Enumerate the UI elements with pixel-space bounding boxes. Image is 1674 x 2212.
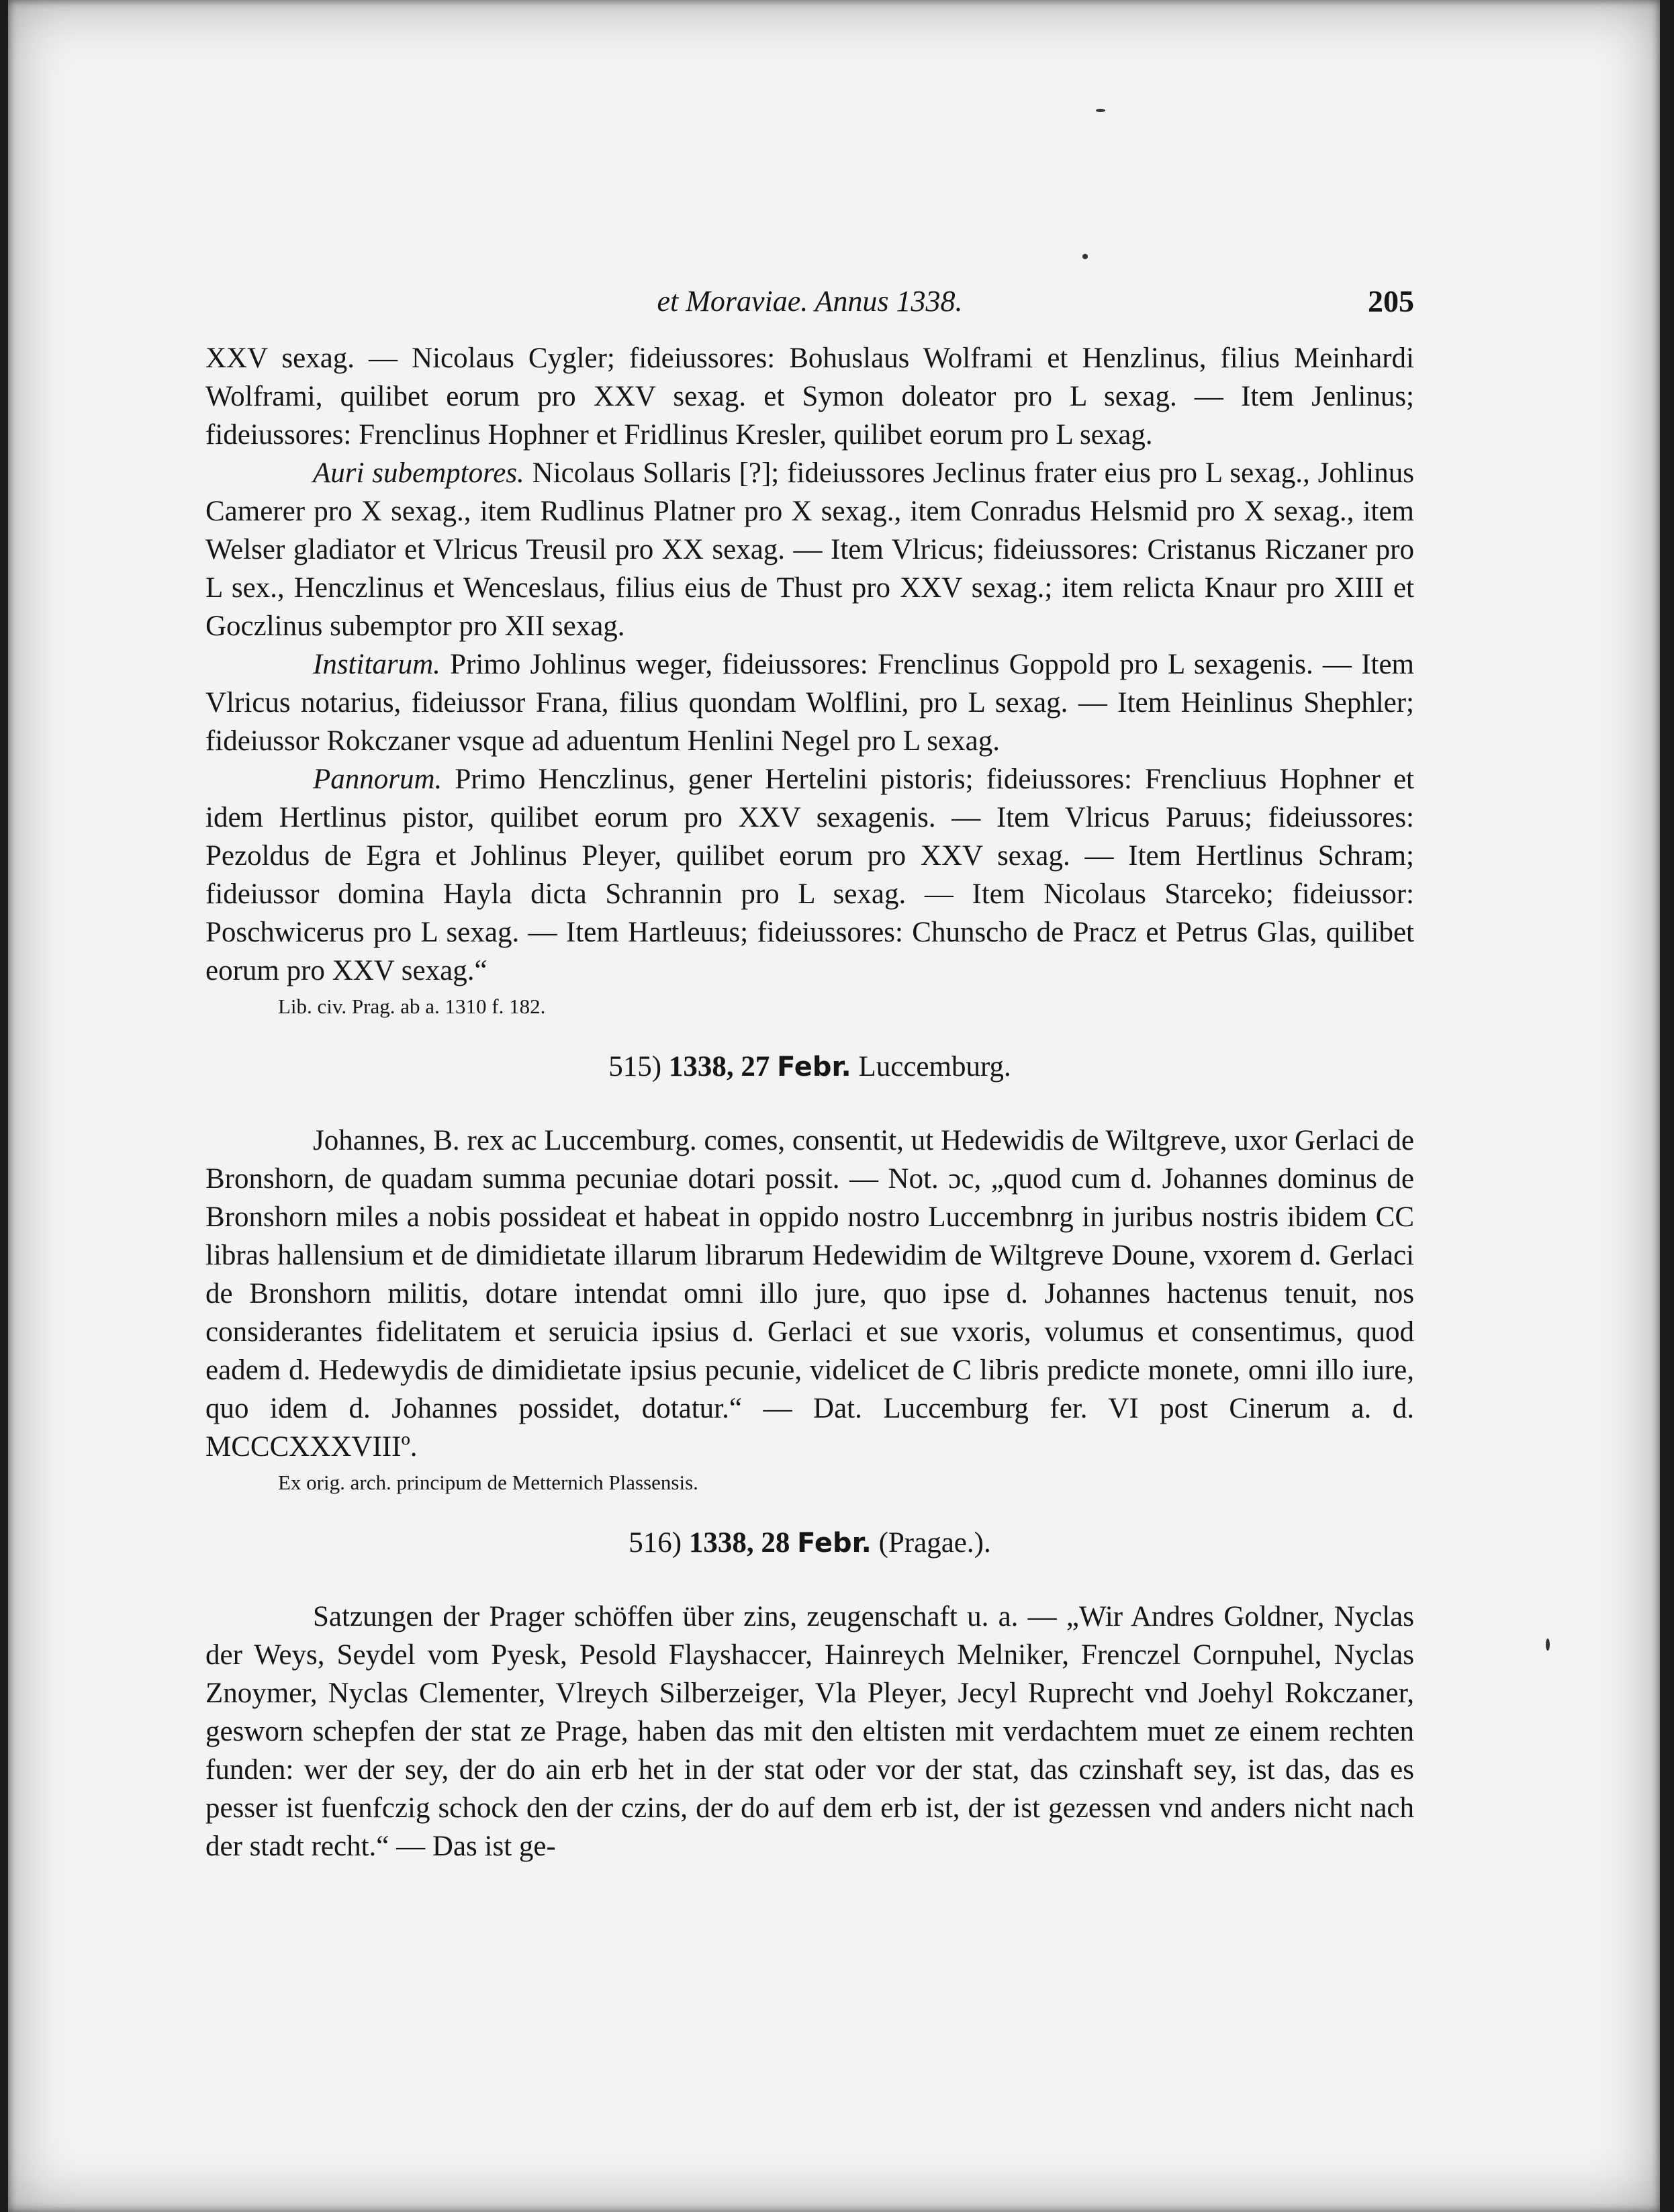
print-speck: [1082, 254, 1088, 259]
document-date: 1338, 28: [688, 1527, 790, 1559]
paragraph: [205, 454, 1414, 645]
document-place: Luccemburg.: [858, 1051, 1011, 1082]
document-text-516: Satzungen der Prager schöffen über zins, zeugenschaft u. a. — „Wir Andres Goldner, Nyclas der Weys, Seydel vom Pyesk, Pesold Flayshaccer, Hainreych Melniker, Frenczel Cornpuhel, Nyclas Znoymer, Nyclas Clementer, Vlreych Silberzeiger, Vla Pleyer, Jecyl Ruprecht vnd Joehyl Rokczaner, gesworn schepfen der stat ze Prage, haben das mit den eltisten mit verdachtem muet ze einem rechten funden: wer der sey, der do ain erb het in der stat oder vor der stat, das czinshaft sey, ist das, das es pesser ist fuenfczig schock den der czins, der do auf dem erb ist, der ist gezessen vnd anders nicht nach der stadt recht.“ — Das ist ge-: [205, 1601, 1414, 1862]
document-month: Febr.: [777, 1052, 851, 1082]
source-note: Ex orig. arch. principum de Metternich Plassensis.: [278, 1471, 698, 1494]
document-place: (Pragae.).: [878, 1527, 991, 1559]
source-note: Lib. civ. Prag. ab a. 1310 f. 182.: [278, 995, 546, 1018]
document-number: 516): [629, 1527, 682, 1559]
paragraph: [205, 760, 1414, 990]
running-head: [205, 282, 1414, 339]
paragraph-text: Nicolaus Sollaris [?]; fideiussores Jeclinus frater eius pro L sexag., Johlinus Camerer pro X sexag., item Rudlinus Platner pro X sexag., item Conradus Helsmid pro X sexag., item Welser gladiator et Vlricus Treusil pro XX sexag. — Item Vlricus; fideiussores: Cristanus Riczaner pro L sex., Henczlinus et Wenceslaus, filius eius de Thust pro XXV sexag.; item relicta Knaur pro XIII et Goczlinus subemptor pro XII sexag.: [205, 457, 1414, 642]
running-title: et Moraviae. Annus 1338.: [657, 285, 963, 318]
paragraph: XXV sexag. — Nicolaus Cygler; fideiussores: Bohuslaus Wolframi et Henzlinus, filius Meinhardi Wolframi, quilibet eorum pro XXV sexag. et Symon doleator pro L sexag. — Item Jenlinus; fideiussores: Frenclinus Hophner et Fridlinus Kresler, quilibet eorum pro L sexag.: [205, 342, 1414, 451]
document-number: 515): [608, 1051, 662, 1082]
paragraph: [205, 645, 1414, 760]
scanned-page: [8, 0, 1660, 2212]
print-speck: [1546, 1639, 1550, 1651]
paragraph-text: Primo Johlinus weger, fideiussores: Frenclinus Goppold pro L sexagenis. — Item Vlricus notarius, fideiussor Frana, filius quondam Wolflini, pro L sexag. — Item Heinlinus Shephler; fideiussor Rokczaner vsque ad aduentum Henlini Negel pro L sexag.: [205, 649, 1414, 757]
paragraph-text: Primo Henczlinus, gener Hertelini pistoris; fideiussores: Frencliuus Hophner et idem Hertlinus pistor, quilibet eorum pro XXV sexagenis. — Item Vlricus Paruus; fideiussores: Pezoldus de Egra et Johlinus Pleyer, quilibet eorum pro XXV sexag. — Item Hertlinus Schram; fideiussor domina Hayla dicta Schrannin pro L sexag. — Item Nicolaus Starceko; fideiussor: Poschwicerus pro L sexag. — Item Hartleuus; fideiussores: Chunscho de Pracz et Petrus Glas, quilibet eorum pro XXV sexag.“: [205, 764, 1414, 986]
section-label: Institarum.: [313, 649, 440, 680]
document-date: 1338, 27: [668, 1051, 770, 1082]
document-heading-516: [205, 1524, 1414, 1563]
document-month: Febr.: [797, 1528, 872, 1559]
section-label: Pannorum.: [313, 764, 443, 795]
document-heading-515: [205, 1048, 1414, 1087]
section-label: Auri subemptores.: [313, 457, 524, 489]
page-number: 205: [1368, 284, 1414, 318]
document-text-515: Johannes, B. rex ac Luccemburg. comes, consentit, ut Hedewidis de Wiltgreve, uxor Gerlaci de Bronshorn, de quadam summa pecuniae dotari possit. — Not. ɔc, „quod cum d. Johannes dominus de Bronshorn miles a nobis possideat et habeat in oppido nostro Luccembnrg in juribus nostris ibidem CC libras hallensium et de dimidietate illarum librarum Hedewidim de Wiltgreve Doune, vxorem d. Gerlaci de Bronshorn militis, dotare intendat omni illo jure, quo ipse d. Johannes hactenus tenuit, nos considerantes fidelitatem et seruicia ipsius d. Gerlaci et sue vxoris, volumus et consentimus, quod eadem d. Hedewydis de dimidietate ipsius pecunie, videlicet de C libris predicte monete, omni illo iure, quo idem d. Johannes possidet, dotatur.“ — Dat. Luccemburg fer. VI post Cinerum a. d. MCCCXXXVIIIº.: [205, 1125, 1414, 1463]
text-block: [205, 282, 1414, 1865]
print-speck: [1096, 109, 1105, 112]
